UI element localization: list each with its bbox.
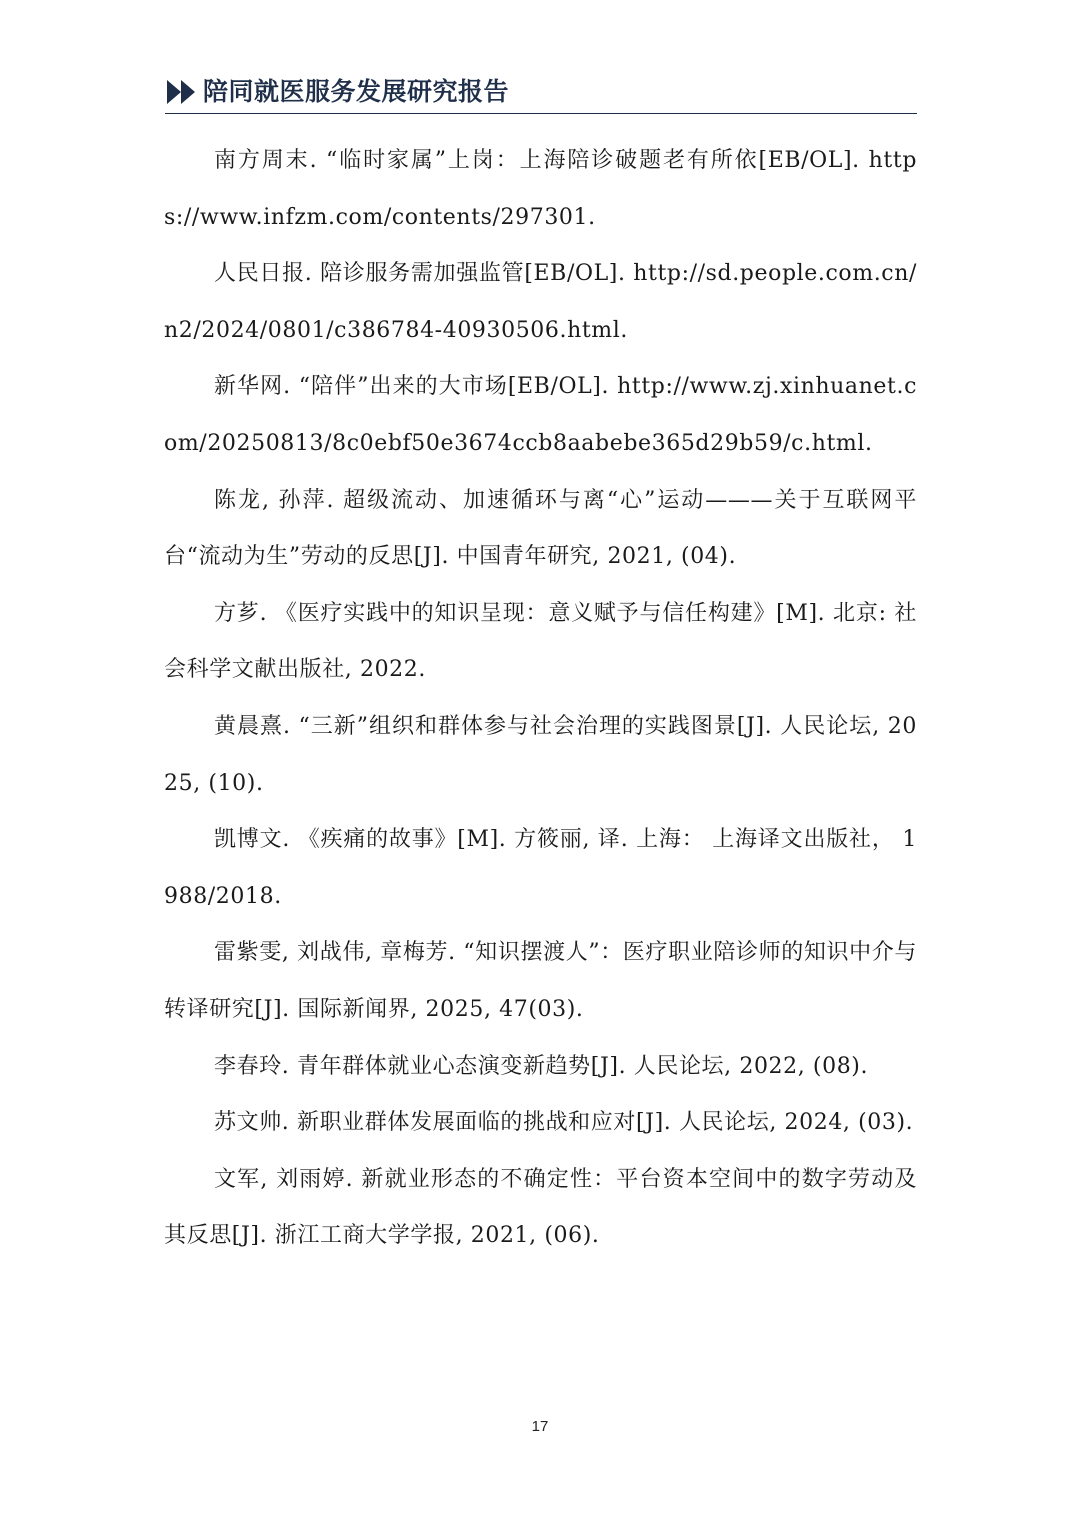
reference-item: 新华网. “陪伴”出来的大市场[EB/OL]. http://www.zj.xinhuanet.com/20250813/8c0ebf50e3674ccb8aabebe365d29b59/c.html.: [164, 374, 917, 456]
page-header: [165, 72, 917, 116]
reference-item: 南方周末. “临时家属”上岗：上海陪诊破题老有所依[EB/OL]. https://www.infzm.com/contents/297301.: [164, 148, 917, 230]
reference-item: 苏文帅. 新职业群体发展面临的挑战和应对[J]. 人民论坛, 2024, (03).: [214, 1110, 914, 1136]
reference-item: 黄晨熹. “三新”组织和群体参与社会治理的实践图景[J]. 人民论坛, 2025, (10).: [164, 713, 917, 796]
reference-item: 陈龙, 孙萍. 超级流动、加速循环与离“心”运动———关于互联网平台“流动为生”劳动的反思[J]. 中国青年研究, 2021, (04).: [164, 487, 917, 570]
reference-item: 方芗. 《医疗实践中的知识呈现：意义赋予与信任构建》[M]. 北京: 社会科学文献出版社, 2022.: [164, 600, 917, 683]
reference-item: 凯博文. 《疾痛的故事》[M]. 方筱丽, 译. 上海： 上海译文出版社， 1988/2018.: [164, 827, 917, 909]
reference-item: 李春玲. 青年群体就业心态演变新趋势[J]. 人民论坛, 2022, (08).: [214, 1053, 869, 1079]
reference-list: [164, 133, 917, 1265]
reference-item: 人民日报. 陪诊服务需加强监管[EB/OL]. http://sd.people.com.cn/n2/2024/0801/c386784-40930506.html.: [164, 261, 917, 343]
reference-item: 雷紫雯, 刘战伟, 章梅芳. “知识摆渡人”：医疗职业陪诊师的知识中介与转译研究[J]. 国际新闻界, 2025, 47(03).: [164, 940, 917, 1022]
reference-item: 文军, 刘雨婷. 新就业形态的不确定性：平台资本空间中的数字劳动及其反思[J]. 浙江工商大学学报, 2021, (06).: [164, 1166, 917, 1249]
report-title: 陪同就医服务发展研究报告: [203, 77, 510, 106]
page-number: 17: [531, 1418, 549, 1435]
header-divider: [165, 113, 917, 114]
double-chevron-icon: [165, 78, 203, 106]
